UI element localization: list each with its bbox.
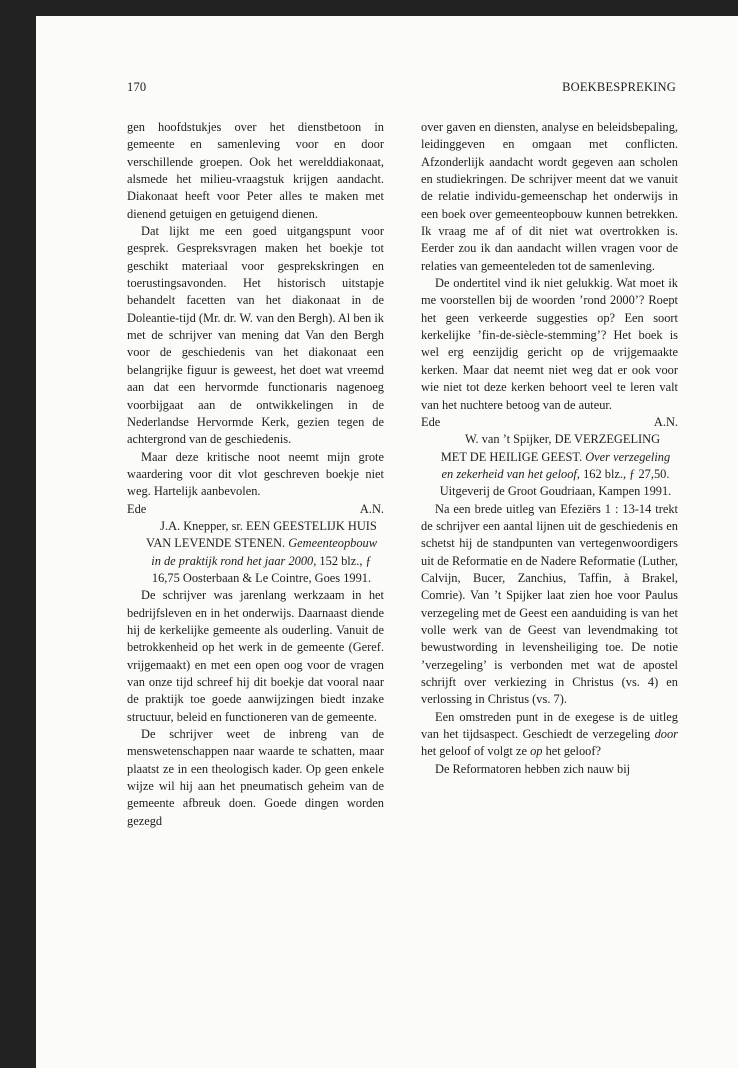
emphasis: op <box>530 744 543 759</box>
reviewer-signature <box>421 414 678 431</box>
text-run: Een omstreden punt in de exegese is de uitleg van het tijdsaspect. Geschiedt de verzegeling <box>421 709 678 742</box>
paragraph: De ondertitel vind ik niet gelukkig. Wat moet ik me voorstellen bij de woorden ’rond 2000’? Roept het geen verkeerde suggesties op? Een soort kerkelijke ’fin-de-siècle-stemming’? Het boek is wel erg eenzijdig gericht op de vrijgemaakte kerken. Maar dat neemt niet weg dat er ook voor wie niet tot deze kerken behoort veel te leren valt van het nuchtere betoog van de auteur. <box>421 276 678 412</box>
review-heading <box>421 431 678 500</box>
scan-border-left <box>0 0 36 1068</box>
review-author-title: W. van ’t Spijker, DE VERZEGELING MET DE HEILIGE GEEST. <box>440 432 661 464</box>
signature-initials: A.N. <box>359 501 384 516</box>
paragraph: De schrijver was jarenlang werkzaam in het bedrijfsleven en in het onderwijs. Daarnaast diende hij de kerkelijke gemeente als ouderling. Vanuit de betrokkenheid op het werk in de gemeente (Geref. vrijgemaakt) en met een open oog voor de vragen van onze tijd schreef hij dit boekje dat vooral naar de praktijk toe goede aanwijzingen biedt inzake structuur, beleid en functioneren van de gemeente. <box>127 588 384 724</box>
paragraph: gen hoofdstukjes over het dienstbetoon in gemeente en samenleving voor en door verschillende groepen. Ook het werelddiakonaat, alsmede het milieu-vraagstuk krijgen aandacht. Diakonaat heeft voor Peter alles te maken met dienend getuigen en getuigend dienen. <box>127 120 384 221</box>
signature-initials: A.N. <box>653 414 678 429</box>
review-author-title: J.A. Knepper, sr. EEN GEESTELIJK HUIS VAN LEVENDE STENEN. <box>145 518 377 551</box>
paragraph: De Reformatoren hebben zich nauw bij <box>435 761 631 776</box>
review-subtitle: Over verzegeling en zekerheid van het geloof <box>441 449 671 481</box>
emphasis: door <box>654 727 678 742</box>
reviewer-signature <box>127 501 384 518</box>
paragraph: Maar deze kritische noot neemt mijn grote waardering voor dit vlot geschreven boekje niet weg. Hartelijk aanbevolen. <box>127 449 384 499</box>
right-column <box>421 119 678 778</box>
signature-place: Ede <box>127 501 147 516</box>
text-run: het geloof of volgt ze <box>421 744 531 759</box>
review-subtitle: Gemeenteopbouw in de praktijk rond het jaar 2000 <box>151 536 378 568</box>
book-page <box>36 16 738 1068</box>
text-run: het geloof? <box>542 744 601 759</box>
running-title: BOEKBESPREKING <box>562 80 676 94</box>
review-publication: , 152 blz., ƒ 16,75 Oosterbaan & Le Cointre, Goes 1991. <box>151 553 372 585</box>
paragraph: De schrijver weet de inbreng van de menswetenschappen naar waarde te schatten, maar plaatst ze in een theologisch kader. Op geen enkele wijze wil hij aan het pneumatisch geheim van de gemeente afbreuk doen. Goede dingen worden gezegd <box>127 727 384 828</box>
signature-place: Ede <box>421 414 441 429</box>
paragraph: Dat lijkt me een goed uitgangspunt voor gesprek. Gespreksvragen maken het boekje tot geschikt materiaal voor gesprekskringen en toerustingsavonden. Het historisch uitstapje behandelt facetten van het diakonaat in de Doleantie-tijd (Mr. dr. W. van den Bergh). Al ben ik met de schrijver van mening dat Van den Bergh voor de geschiedenis van het diakonaat een belangrijke figuur is geweest, het doet wat vreemd aan dat een hervormde functionaris nagenoeg voorbijgaat aan de ontwikkelingen in de Nederlandse Hervormde Kerk, gezien tegen de achtergrond van de geschiedenis. <box>127 224 384 447</box>
paragraph: over gaven en diensten, analyse en beleidsbepaling, leidinggeven en omgaan met conflicten. Afzonderlijk aandacht wordt gegeven aan scholen en studiekringen. De schrijver meent dat we vanuit de relatie individu-gemeenschap het onderwijs in een boek over gemeenteopbouw kunnen betrekken. Ik vraag me af of dit niet wat overtrokken is. Eerder zou ik dan aandacht willen vragen voor de relaties van gemeenteleden tot de samenleving. <box>421 120 678 273</box>
page-number: 170 <box>127 80 147 94</box>
paragraph <box>421 709 678 761</box>
paragraph: Na een brede uitleg van Efeziërs 1 : 13-14 trekt de schrijver een aantal lijnen uit de geschiedenis en schetst hij de standpunten van vertegenwoordigers uit de Reformatie en de Nadere Reformatie (Luther, Calvijn, Bucer, Zanchius, Taffin, à Brakel, Comrie). Van ’t Spijker laat zien hoe voor Paulus verzegeling met de Geest een aanduiding is van het volle werk van de Geest van levendmaking tot bewustwording in levensheiliging toe. De notie ’verzegeling’ is verbonden met wat de apostel schrijft over verkiezing in Christus (vs. 4) en verlossing in Christus (vs. 7). <box>421 501 678 707</box>
review-publication: , 162 blz., ƒ 27,50. Uitgeverij de Groot Goudriaan, Kampen 1991. <box>439 466 672 499</box>
review-heading <box>127 518 384 587</box>
left-column <box>127 119 384 830</box>
